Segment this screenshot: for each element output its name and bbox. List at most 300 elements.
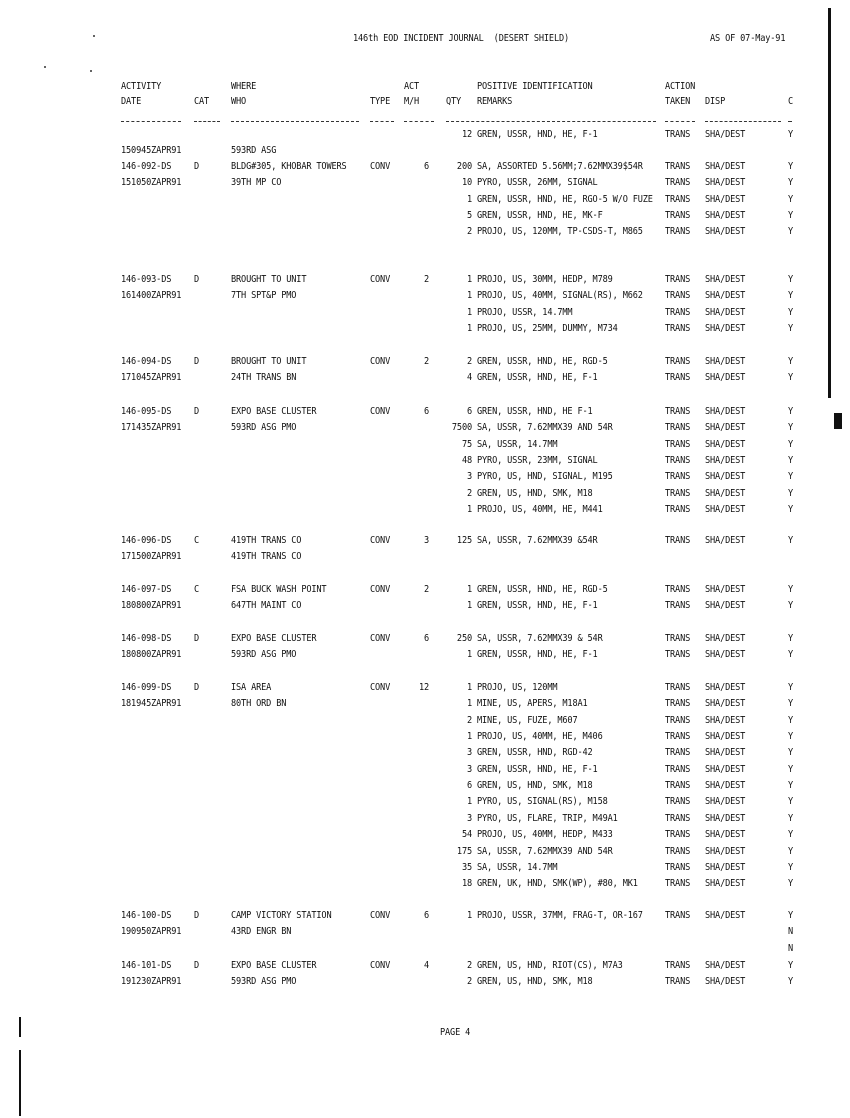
man-hours: 3 — [423, 535, 429, 547]
disposition: SHA/DEST — [705, 535, 746, 547]
confirmed-flag: Y — [788, 714, 794, 727]
unit: 7TH SPT&P PMO — [231, 290, 297, 302]
incident-type: CONV — [370, 161, 391, 173]
item-qty: 10 — [461, 177, 472, 189]
unit: 593RD ASG PMO — [231, 649, 297, 661]
disposition: SHA/DEST — [705, 210, 746, 222]
item-qty: 2 — [466, 976, 472, 988]
action-taken: TRANS — [665, 812, 691, 825]
activity-dtg: 191230ZAPR91 — [121, 976, 182, 988]
confirmed-flag: Y — [788, 829, 794, 841]
unit: 593RD ASG PMO — [231, 422, 297, 434]
disposition: SHA/DEST — [705, 306, 746, 319]
item-qty: 1 — [466, 290, 472, 302]
item-identification: PYRO, USSR, 26MM, SIGNAL — [477, 177, 598, 189]
col-activity: ACTIVITY — [121, 81, 162, 93]
item-qty: 48 — [461, 455, 472, 467]
header-rule — [705, 121, 781, 122]
disposition: SHA/DEST — [705, 747, 746, 759]
item-qty: 1 — [466, 274, 472, 286]
item-qty: 1 — [466, 306, 472, 319]
item-identification: GREN, US, HND, SMK, M18 — [477, 487, 593, 500]
category: D — [194, 960, 200, 972]
item-identification: PYRO, US, FLARE, TRIP, M49A1 — [477, 812, 618, 825]
action-taken: TRANS — [665, 406, 691, 418]
activity-dtg: 171045ZAPR91 — [121, 372, 182, 384]
disposition: SHA/DEST — [705, 976, 746, 988]
item-qty: 125 — [456, 535, 472, 547]
activity-dtg: 181945ZAPR91 — [121, 698, 182, 710]
location: EXPO BASE CLUSTER — [231, 633, 317, 645]
activity-dtg: 161400ZAPR91 — [121, 290, 182, 302]
action-taken: TRANS — [665, 226, 691, 238]
confirmed-flag: Y — [788, 747, 794, 759]
item-identification: GREN, USSR, HND, HE, F-1 — [477, 372, 598, 384]
header-rule — [404, 121, 434, 122]
location: CAMP VICTORY STATION — [231, 910, 332, 922]
incident-number: 146-095-DS — [121, 406, 172, 418]
confirmed-flag: Y — [788, 878, 794, 890]
activity-dtg: 180800ZAPR91 — [121, 649, 182, 661]
unit: 39TH MP CO — [231, 177, 282, 189]
confirmed-flag: Y — [788, 323, 794, 335]
disposition: SHA/DEST — [705, 422, 746, 434]
confirmed-flag: Y — [788, 731, 794, 743]
col-c: C — [788, 96, 794, 108]
action-taken: TRANS — [665, 177, 691, 189]
category: D — [194, 161, 200, 173]
item-qty: 175 — [456, 845, 472, 857]
confirmed-flag: Y — [788, 682, 794, 694]
scan-speck — [90, 70, 92, 72]
item-identification: PROJO, USSR, 37MM, FRAG-T, OR-167 — [477, 910, 643, 922]
action-taken: TRANS — [665, 535, 691, 547]
action-taken: TRANS — [665, 861, 691, 874]
header-rule — [194, 121, 220, 122]
col-remarks: REMARKS — [477, 96, 513, 108]
item-identification: GREN, US, HND, RIOT(CS), M7A3 — [477, 960, 623, 972]
item-identification: PROJO, US, 25MM, DUMMY, M734 — [477, 323, 618, 335]
action-taken: TRANS — [665, 193, 691, 206]
action-taken: TRANS — [665, 306, 691, 319]
action-taken: TRANS — [665, 878, 691, 890]
item-identification: SA, USSR, 7.62MMX39 AND 54R — [477, 422, 613, 434]
item-identification: MINE, US, FUZE, M607 — [477, 714, 578, 727]
incident-number: 146-094-DS — [121, 356, 172, 368]
confirmed-flag: Y — [788, 372, 794, 384]
scan-margin-mark — [828, 8, 831, 398]
item-qty: 54 — [461, 829, 472, 841]
disposition: SHA/DEST — [705, 682, 746, 694]
item-identification: SA, USSR, 7.62MMX39 & 54R — [477, 633, 603, 645]
category: C — [194, 584, 200, 596]
col-where: WHERE — [231, 81, 257, 93]
item-identification: PROJO, US, 40MM, HE, M441 — [477, 504, 603, 516]
disposition: SHA/DEST — [705, 960, 746, 972]
action-taken: TRANS — [665, 649, 691, 661]
disposition: SHA/DEST — [705, 406, 746, 418]
item-qty: 35 — [461, 861, 472, 874]
action-taken: TRANS — [665, 698, 691, 710]
unit: 419TH TRANS CO — [231, 551, 302, 563]
disposition: SHA/DEST — [705, 455, 746, 467]
incident-number: 146-099-DS — [121, 682, 172, 694]
disposition: SHA/DEST — [705, 193, 746, 206]
disposition: SHA/DEST — [705, 372, 746, 384]
disposition: SHA/DEST — [705, 829, 746, 841]
item-identification: GREN, US, HND, SMK, M18 — [477, 780, 593, 792]
item-identification: GREN, USSR, HND, HE, F-1 — [477, 649, 598, 661]
man-hours: 6 — [423, 910, 429, 922]
action-taken: TRANS — [665, 633, 691, 645]
action-taken: TRANS — [665, 274, 691, 286]
item-identification: GREN, USSR, HND, HE, F-1 — [477, 600, 598, 612]
item-qty: 5 — [466, 210, 472, 222]
incident-number: 146-092-DS — [121, 161, 172, 173]
item-qty: 3 — [466, 812, 472, 825]
action-taken: TRANS — [665, 161, 691, 173]
item-qty: 1 — [466, 323, 472, 335]
category: D — [194, 633, 200, 645]
item-identification: PROJO, US, 40MM, HEDP, M433 — [477, 829, 613, 841]
confirmed-flag: Y — [788, 910, 794, 922]
action-taken: TRANS — [665, 584, 691, 596]
header-rule — [370, 121, 394, 122]
location: ISA AREA — [231, 682, 272, 694]
item-qty: 1 — [466, 649, 472, 661]
disposition: SHA/DEST — [705, 878, 746, 890]
scan-speck — [93, 35, 95, 37]
item-identification: GREN, USSR, HND, HE, RGD-5 — [477, 356, 608, 368]
disposition: SHA/DEST — [705, 780, 746, 792]
disposition: SHA/DEST — [705, 504, 746, 516]
unit: 43RD ENGR BN — [231, 926, 292, 938]
location: BROUGHT TO UNIT — [231, 274, 307, 286]
confirmed-flag: Y — [788, 487, 794, 500]
disposition: SHA/DEST — [705, 649, 746, 661]
disposition: SHA/DEST — [705, 129, 746, 141]
item-qty: 6 — [466, 406, 472, 418]
unit: 647TH MAINT CO — [231, 600, 302, 612]
scan-margin-mark — [19, 1017, 21, 1037]
man-hours: 4 — [423, 960, 429, 972]
item-qty: 4 — [466, 372, 472, 384]
confirmed-flag: Y — [788, 796, 794, 808]
col-positive-id: POSITIVE IDENTIFICATION — [477, 81, 593, 93]
action-taken: TRANS — [665, 976, 691, 988]
action-taken: TRANS — [665, 910, 691, 922]
incident-number: 146-101-DS — [121, 960, 172, 972]
action-taken: TRANS — [665, 682, 691, 694]
incident-number: 146-093-DS — [121, 274, 172, 286]
action-taken: TRANS — [665, 731, 691, 743]
incident-number: 146-098-DS — [121, 633, 172, 645]
action-taken: TRANS — [665, 372, 691, 384]
item-identification: PROJO, US, 120MM — [477, 682, 558, 694]
unit: 24TH TRANS BN — [231, 372, 297, 384]
confirmed-flag: N — [788, 942, 794, 955]
activity-dtg: 190950ZAPR91 — [121, 926, 182, 938]
item-qty: 75 — [461, 438, 472, 451]
col-qty: QTY — [446, 96, 462, 108]
confirmed-flag: Y — [788, 698, 794, 710]
item-identification: SA, USSR, 7.62MMX39 AND 54R — [477, 845, 613, 857]
incident-type: CONV — [370, 682, 391, 694]
item-identification: GREN, USSR, HND, RGD-42 — [477, 747, 593, 759]
action-taken: TRANS — [665, 455, 691, 467]
confirmed-flag: Y — [788, 274, 794, 286]
confirmed-flag: Y — [788, 356, 794, 368]
action-taken: TRANS — [665, 747, 691, 759]
confirmed-flag: Y — [788, 861, 794, 874]
disposition: SHA/DEST — [705, 161, 746, 173]
confirmed-flag: Y — [788, 306, 794, 319]
col-taken: TAKEN — [665, 96, 691, 108]
header-rule — [446, 121, 656, 122]
confirmed-flag: Y — [788, 161, 794, 173]
item-identification: GREN, UK, HND, SMK(WP), #80, MK1 — [477, 878, 638, 890]
confirmed-flag: Y — [788, 504, 794, 516]
incident-type: CONV — [370, 584, 391, 596]
activity-dtg: 171500ZAPR91 — [121, 551, 182, 563]
location: BLDG#305, KHOBAR TOWERS — [231, 161, 347, 173]
item-qty: 6 — [466, 780, 472, 792]
action-taken: TRANS — [665, 487, 691, 500]
confirmed-flag: Y — [788, 290, 794, 302]
confirmed-flag: Y — [788, 455, 794, 467]
man-hours: 6 — [423, 633, 429, 645]
col-date: DATE — [121, 96, 142, 108]
incident-type: CONV — [370, 356, 391, 368]
disposition: SHA/DEST — [705, 356, 746, 368]
item-qty: 2 — [466, 960, 472, 972]
disposition: SHA/DEST — [705, 812, 746, 825]
action-taken: TRANS — [665, 210, 691, 222]
category: D — [194, 274, 200, 286]
action-taken: TRANS — [665, 829, 691, 841]
confirmed-flag: Y — [788, 129, 794, 141]
action-taken: TRANS — [665, 422, 691, 434]
disposition: SHA/DEST — [705, 633, 746, 645]
category: D — [194, 682, 200, 694]
incident-number: 146-097-DS — [121, 584, 172, 596]
man-hours: 12 — [418, 682, 429, 694]
confirmed-flag: Y — [788, 600, 794, 612]
col-act: ACT — [404, 81, 420, 93]
man-hours: 2 — [423, 584, 429, 596]
item-qty: 1 — [466, 193, 472, 206]
category: D — [194, 406, 200, 418]
item-identification: SA, USSR, 14.7MM — [477, 438, 558, 451]
disposition: SHA/DEST — [705, 487, 746, 500]
disposition: SHA/DEST — [705, 910, 746, 922]
item-qty: 12 — [461, 129, 472, 141]
confirmed-flag: Y — [788, 845, 794, 857]
item-identification: PYRO, USSR, 23MM, SIGNAL — [477, 455, 598, 467]
disposition: SHA/DEST — [705, 323, 746, 335]
col-action: ACTION — [665, 81, 696, 93]
confirmed-flag: Y — [788, 976, 794, 988]
item-qty: 1 — [466, 584, 472, 596]
confirmed-flag: Y — [788, 226, 794, 238]
confirmed-flag: Y — [788, 780, 794, 792]
page-number: PAGE 4 — [440, 1027, 471, 1039]
item-qty: 7500 — [451, 422, 472, 434]
confirmed-flag: Y — [788, 535, 794, 547]
action-taken: TRANS — [665, 129, 691, 141]
as-of-date: AS OF 07-May-91 — [710, 33, 786, 45]
confirmed-flag: Y — [788, 960, 794, 972]
header-rule — [788, 121, 792, 122]
unit: 593RD ASG PMO — [231, 976, 297, 988]
disposition: SHA/DEST — [705, 600, 746, 612]
incident-type: CONV — [370, 910, 391, 922]
incident-number: 146-100-DS — [121, 910, 172, 922]
confirmed-flag: Y — [788, 812, 794, 825]
confirmed-flag: Y — [788, 438, 794, 451]
incident-number: 146-096-DS — [121, 535, 172, 547]
item-identification: SA, USSR, 14.7MM — [477, 861, 558, 874]
confirmed-flag: Y — [788, 193, 794, 206]
item-identification: PROJO, USSR, 14.7MM — [477, 306, 573, 319]
disposition: SHA/DEST — [705, 861, 746, 874]
action-taken: TRANS — [665, 600, 691, 612]
confirmed-flag: Y — [788, 633, 794, 645]
item-identification: PYRO, US, SIGNAL(RS), M158 — [477, 796, 608, 808]
scan-margin-mark — [19, 1050, 21, 1116]
incident-type: CONV — [370, 535, 391, 547]
col-type: TYPE — [370, 96, 391, 108]
disposition: SHA/DEST — [705, 698, 746, 710]
item-identification: GREN, USSR, HND, HE, RGO-5 W/O FUZE — [477, 193, 653, 206]
confirmed-flag: Y — [788, 584, 794, 596]
item-qty: 3 — [466, 763, 472, 776]
location: FSA BUCK WASH POINT — [231, 584, 327, 596]
action-taken: TRANS — [665, 356, 691, 368]
disposition: SHA/DEST — [705, 290, 746, 302]
confirmed-flag: Y — [788, 471, 794, 483]
item-identification: PROJO, US, 40MM, SIGNAL(RS), M662 — [477, 290, 643, 302]
man-hours: 6 — [423, 161, 429, 173]
item-identification: SA, USSR, 7.62MMX39 &54R — [477, 535, 598, 547]
item-qty: 2 — [466, 487, 472, 500]
col-mh: M/H — [404, 96, 420, 108]
item-identification: PROJO, US, 40MM, HE, M406 — [477, 731, 603, 743]
action-taken: TRANS — [665, 290, 691, 302]
category: D — [194, 356, 200, 368]
disposition: SHA/DEST — [705, 274, 746, 286]
item-qty: 2 — [466, 226, 472, 238]
action-taken: TRANS — [665, 763, 691, 776]
item-identification: PROJO, US, 30MM, HEDP, M789 — [477, 274, 613, 286]
item-identification: GREN, USSR, HND, HE, RGD-5 — [477, 584, 608, 596]
action-taken: TRANS — [665, 845, 691, 857]
activity-dtg: 151050ZAPR91 — [121, 177, 182, 189]
item-qty: 1 — [466, 731, 472, 743]
item-identification: GREN, USSR, HND, HE, MK-F — [477, 210, 603, 222]
item-identification: PYRO, US, HND, SIGNAL, M195 — [477, 471, 613, 483]
disposition: SHA/DEST — [705, 226, 746, 238]
action-taken: TRANS — [665, 796, 691, 808]
item-qty: 1 — [466, 910, 472, 922]
col-cat: CAT — [194, 96, 210, 108]
header-rule — [665, 121, 695, 122]
disposition: SHA/DEST — [705, 763, 746, 776]
item-qty: 250 — [456, 633, 472, 645]
man-hours: 2 — [423, 274, 429, 286]
location: EXPO BASE CLUSTER — [231, 960, 317, 972]
disposition: SHA/DEST — [705, 471, 746, 483]
incident-type: CONV — [370, 960, 391, 972]
action-taken: TRANS — [665, 780, 691, 792]
confirmed-flag: Y — [788, 177, 794, 189]
col-who: WHO — [231, 96, 247, 108]
action-taken: TRANS — [665, 438, 691, 451]
disposition: SHA/DEST — [705, 584, 746, 596]
action-taken: TRANS — [665, 323, 691, 335]
confirmed-flag: Y — [788, 422, 794, 434]
activity-dtg: 150945ZAPR91 — [121, 145, 182, 157]
item-identification: PROJO, US, 120MM, TP-CSDS-T, M865 — [477, 226, 643, 238]
scan-speck — [44, 66, 46, 68]
action-taken: TRANS — [665, 471, 691, 483]
disposition: SHA/DEST — [705, 438, 746, 451]
confirmed-flag: Y — [788, 649, 794, 661]
disposition: SHA/DEST — [705, 731, 746, 743]
confirmed-flag: Y — [788, 406, 794, 418]
disposition: SHA/DEST — [705, 845, 746, 857]
item-identification: GREN, US, HND, SMK, M18 — [477, 976, 593, 988]
item-qty: 2 — [466, 714, 472, 727]
item-identification: MINE, US, APERS, M18A1 — [477, 698, 588, 710]
incident-type: CONV — [370, 633, 391, 645]
location: BROUGHT TO UNIT — [231, 356, 307, 368]
item-identification: GREN, USSR, HND, HE F-1 — [477, 406, 593, 418]
man-hours: 6 — [423, 406, 429, 418]
item-qty: 3 — [466, 747, 472, 759]
item-identification: GREN, USSR, HND, HE, F-1 — [477, 763, 598, 776]
item-qty: 1 — [466, 600, 472, 612]
category: D — [194, 910, 200, 922]
scan-margin-mark — [834, 413, 842, 429]
page-title: 146th EOD INCIDENT JOURNAL (DESERT SHIELD) — [353, 33, 570, 45]
header-rule — [121, 121, 181, 122]
disposition: SHA/DEST — [705, 796, 746, 808]
activity-dtg: 180800ZAPR91 — [121, 600, 182, 612]
item-qty: 1 — [466, 682, 472, 694]
action-taken: TRANS — [665, 960, 691, 972]
item-qty: 1 — [466, 796, 472, 808]
item-identification: SA, ASSORTED 5.56MM;7.62MMX39$54R — [477, 161, 643, 173]
item-identification: GREN, USSR, HND, HE, F-1 — [477, 129, 598, 141]
item-qty: 18 — [461, 878, 472, 890]
confirmed-flag: N — [788, 926, 794, 938]
item-qty: 2 — [466, 356, 472, 368]
col-disp: DISP — [705, 96, 726, 108]
location: EXPO BASE CLUSTER — [231, 406, 317, 418]
action-taken: TRANS — [665, 504, 691, 516]
confirmed-flag: Y — [788, 763, 794, 776]
item-qty: 1 — [466, 698, 472, 710]
incident-type: CONV — [370, 274, 391, 286]
man-hours: 2 — [423, 356, 429, 368]
unit: 80TH ORD BN — [231, 698, 287, 710]
disposition: SHA/DEST — [705, 714, 746, 727]
item-qty: 1 — [466, 504, 472, 516]
unit: 593RD ASG — [231, 145, 277, 157]
item-qty: 200 — [456, 161, 472, 173]
disposition: SHA/DEST — [705, 177, 746, 189]
